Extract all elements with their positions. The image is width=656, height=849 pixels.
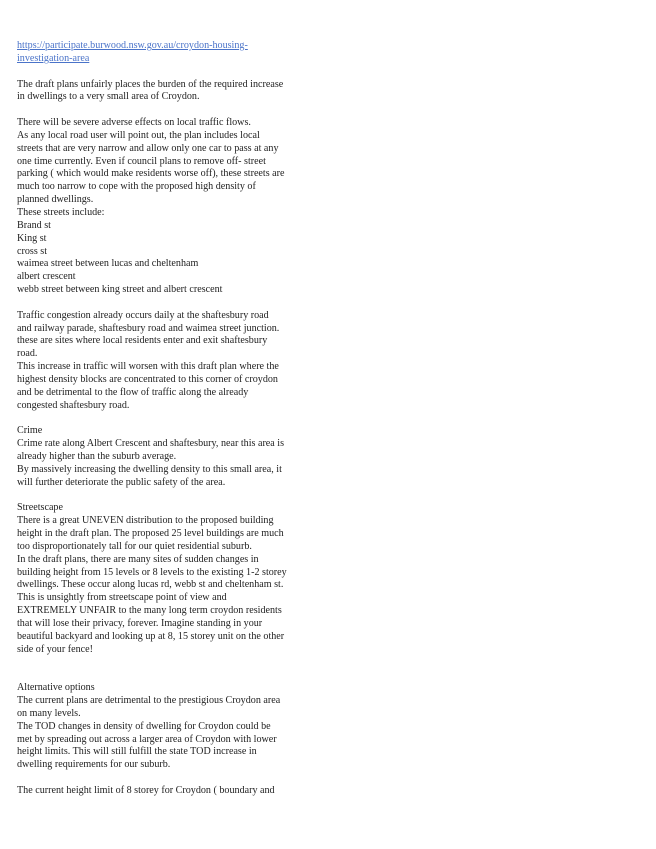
participation-link-line-1[interactable]: https://participate.burwood.nsw.gov.au/croydon-housing- — [17, 40, 248, 51]
text-line: will further deteriorate the public safety of the area. — [17, 476, 226, 488]
spacer — [17, 657, 317, 683]
text-line: parking ( which would make residents worse off), these streets are — [17, 168, 285, 180]
text-line: in dwellings to a very small area of Croydon. — [17, 91, 200, 103]
spacer — [17, 297, 317, 310]
section-heading-crime: Crime — [17, 425, 43, 437]
section-heading-alternative-options: Alternative options — [17, 682, 95, 694]
section-crime — [17, 425, 317, 489]
text-line: and be detrimental to the flow of traffic along the already — [17, 386, 249, 398]
text-line: This increase in traffic will worsen with this draft plan where the — [17, 361, 279, 373]
text-line: The TOD changes in density of dwelling for Croydon could be — [17, 720, 271, 732]
street-list-item: Brand st — [17, 219, 51, 231]
street-list-item: waimea street between lucas and cheltenham — [17, 258, 199, 270]
text-line: height in the draft plan. The proposed 25 level buildings are much — [17, 528, 284, 540]
text-line: There will be severe adverse effects on local traffic flows. — [17, 117, 251, 129]
text-line: The current plans are detrimental to the prestigious Croydon area — [17, 695, 281, 707]
text-line: These streets include: — [17, 206, 105, 218]
text-line: Traffic congestion already occurs daily at the shaftesbury road — [17, 309, 269, 321]
text-line: already higher than the suburb average. — [17, 451, 177, 462]
text-line: met by spreading out across a larger area of Croydon with lower — [17, 733, 277, 745]
text-line: height limits. This will still fulfill the state TOD increase in — [17, 746, 257, 758]
text-line: road. — [17, 348, 38, 360]
text-line: one time currently. Even if council plans to remove off- street — [17, 155, 266, 167]
paragraph-height-limit — [17, 785, 317, 798]
text-line: EXTREMELY UNFAIR to the many long term croydon residents — [17, 605, 282, 617]
text-line: dwelling requirements for our suburb. — [17, 759, 171, 771]
text-line: too disproportionately tall for our quiet residential suburb. — [17, 540, 252, 552]
spacer — [17, 772, 317, 785]
text-line: The current height limit of 8 storey for Croydon ( boundary and — [17, 784, 275, 796]
street-list-item: cross st — [17, 245, 48, 257]
text-line: planned dwellings. — [17, 194, 94, 206]
section-heading-streetscape: Streetscape — [17, 502, 63, 514]
text-line: beautiful backyard and looking up at 8, 15 storey unit on the other — [17, 630, 285, 642]
text-line: dwellings. These occur along lucas rd, webb st and cheltenham st. — [17, 579, 284, 591]
text-line: This is unsightly from streetscape point of view and — [17, 592, 227, 604]
section-alternative-options — [17, 682, 317, 772]
text-line: As any local road user will point out, the plan includes local — [17, 129, 260, 141]
spacer — [17, 490, 317, 503]
section-streetscape — [17, 502, 317, 656]
text-line: Crime rate along Albert Crescent and shaftesbury, near this area is — [17, 438, 285, 450]
paragraph-congestion — [17, 310, 317, 413]
text-line: streets that are very narrow and allow only one car to pass at any — [17, 142, 279, 154]
text-line: highest density blocks are concentrated to this corner of croydon — [17, 373, 278, 385]
participation-link-line-2[interactable]: investigation-area — [17, 52, 90, 64]
text-line: In the draft plans, there are many sites of sudden changes in — [17, 553, 259, 565]
spacer — [17, 412, 317, 425]
street-list-item: King st — [17, 232, 47, 244]
spacer — [17, 104, 317, 117]
spacer — [17, 66, 317, 79]
paragraph-intro — [17, 79, 317, 105]
text-line: congested shaftesbury road. — [17, 399, 130, 411]
text-line: that will lose their privacy, forever. Imagine standing in your — [17, 617, 263, 629]
text-line: much too narrow to cope with the proposed high density of — [17, 181, 256, 193]
text-line: side of your fence! — [17, 643, 93, 655]
document-page — [17, 40, 317, 798]
text-line: The draft plans unfairly places the burden of the required increase — [17, 78, 284, 90]
text-line: building height from 15 levels or 8 levels to the existing 1-2 storey — [17, 566, 287, 578]
street-list-item: webb street between king street and albert crescent — [17, 284, 223, 296]
text-line: By massively increasing the dwelling density to this small area, it — [17, 463, 282, 475]
text-line: and railway parade, shaftesbury road and waimea street junction. — [17, 322, 280, 334]
street-list-item: albert crescent — [17, 271, 76, 283]
text-line: these are sites where local residents enter and exit shaftesbury — [17, 335, 268, 347]
text-line: There is a great UNEVEN distribution to the proposed building — [17, 515, 274, 527]
text-line: on many levels. — [17, 707, 81, 719]
paragraph-traffic — [17, 117, 317, 297]
